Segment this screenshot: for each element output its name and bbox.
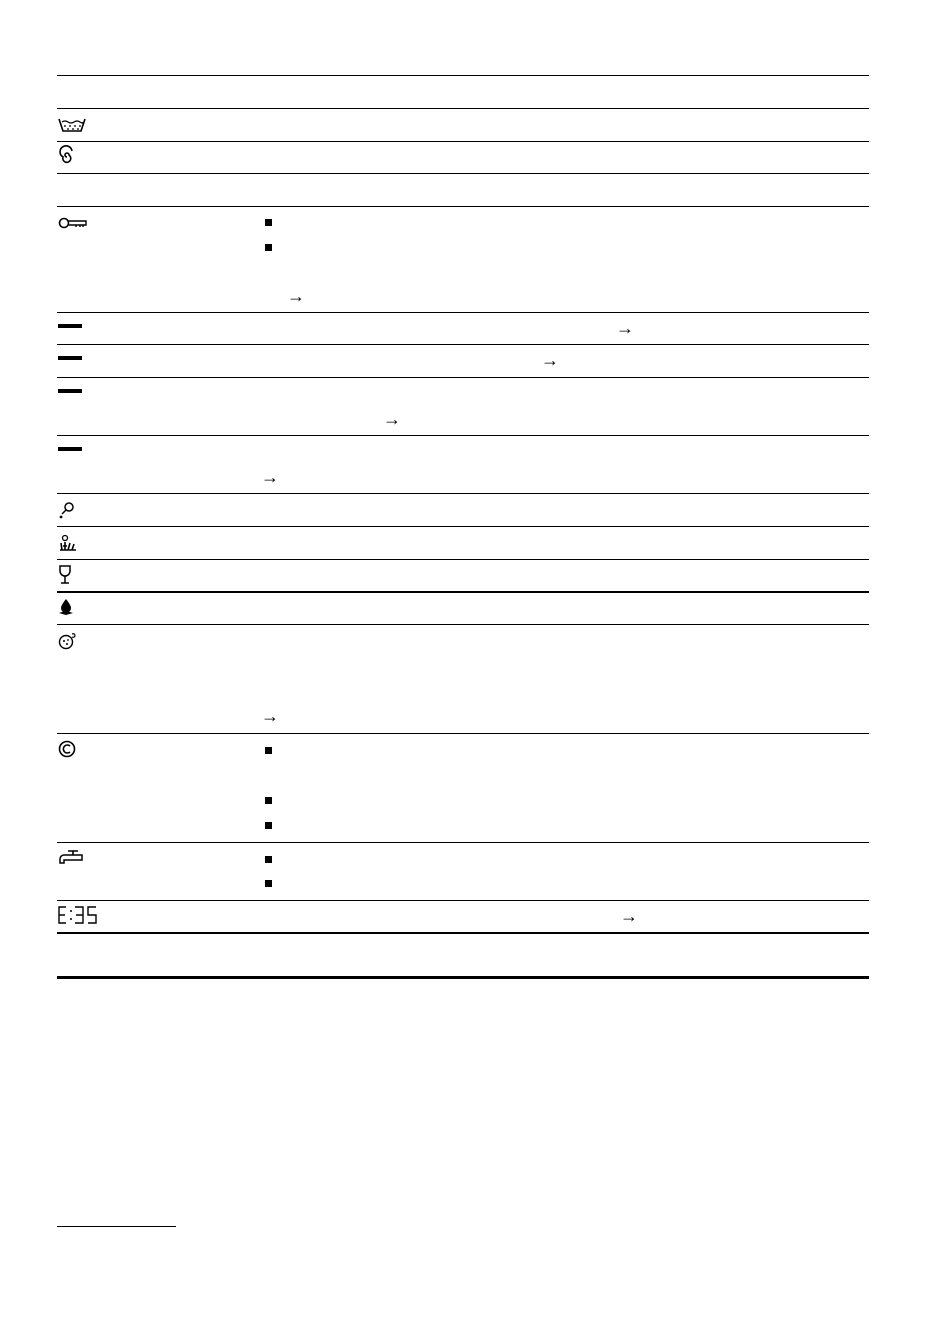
table-rule (57, 312, 869, 313)
table-rule (57, 206, 869, 207)
table-rule (57, 141, 869, 142)
wash-basin-icon (58, 117, 88, 135)
arrow-icon: → (616, 318, 634, 338)
spray-arm-icon (58, 501, 88, 519)
error-display-icon (58, 906, 102, 926)
table-rule (57, 932, 869, 934)
list-bullet (265, 880, 272, 887)
dash-indicator-icon (58, 445, 88, 463)
table-rule (57, 624, 869, 625)
list-bullet (265, 219, 272, 226)
dash-indicator-icon (58, 387, 88, 405)
list-bullet (265, 244, 272, 251)
table-rule (57, 591, 869, 593)
spiral-icon (58, 148, 88, 166)
arrow-icon: → (541, 350, 559, 370)
list-bullet (265, 822, 272, 829)
table-bottom-rule (57, 976, 869, 979)
table-rule (57, 733, 869, 734)
table-rule (57, 344, 869, 345)
table-rule (57, 559, 869, 560)
circle-c-icon (58, 740, 88, 758)
table-rule (57, 75, 869, 76)
tap-icon (58, 849, 88, 867)
table-rule (57, 173, 869, 174)
stain-icon (58, 632, 88, 650)
table-rule (57, 493, 869, 494)
dash-indicator-icon (58, 322, 88, 340)
dash-indicator-icon (58, 354, 88, 372)
footnote-separator (57, 1226, 176, 1227)
list-bullet (265, 797, 272, 804)
list-bullet (265, 747, 272, 754)
arrow-icon: → (620, 906, 638, 926)
plant-icon (58, 534, 88, 552)
table-rule (57, 526, 869, 527)
key-icon (58, 216, 88, 234)
arrow-icon: → (383, 409, 401, 429)
table-rule (57, 842, 869, 843)
list-bullet (265, 856, 272, 863)
table-rule (57, 900, 869, 901)
table-rule (57, 108, 869, 109)
table-rule (57, 377, 869, 378)
table-rule (57, 435, 869, 436)
arrow-icon: → (287, 286, 305, 306)
arrow-icon: → (261, 706, 279, 726)
wine-glass-icon (58, 565, 88, 583)
arrow-icon: → (261, 467, 279, 487)
water-drop-icon (58, 598, 88, 616)
